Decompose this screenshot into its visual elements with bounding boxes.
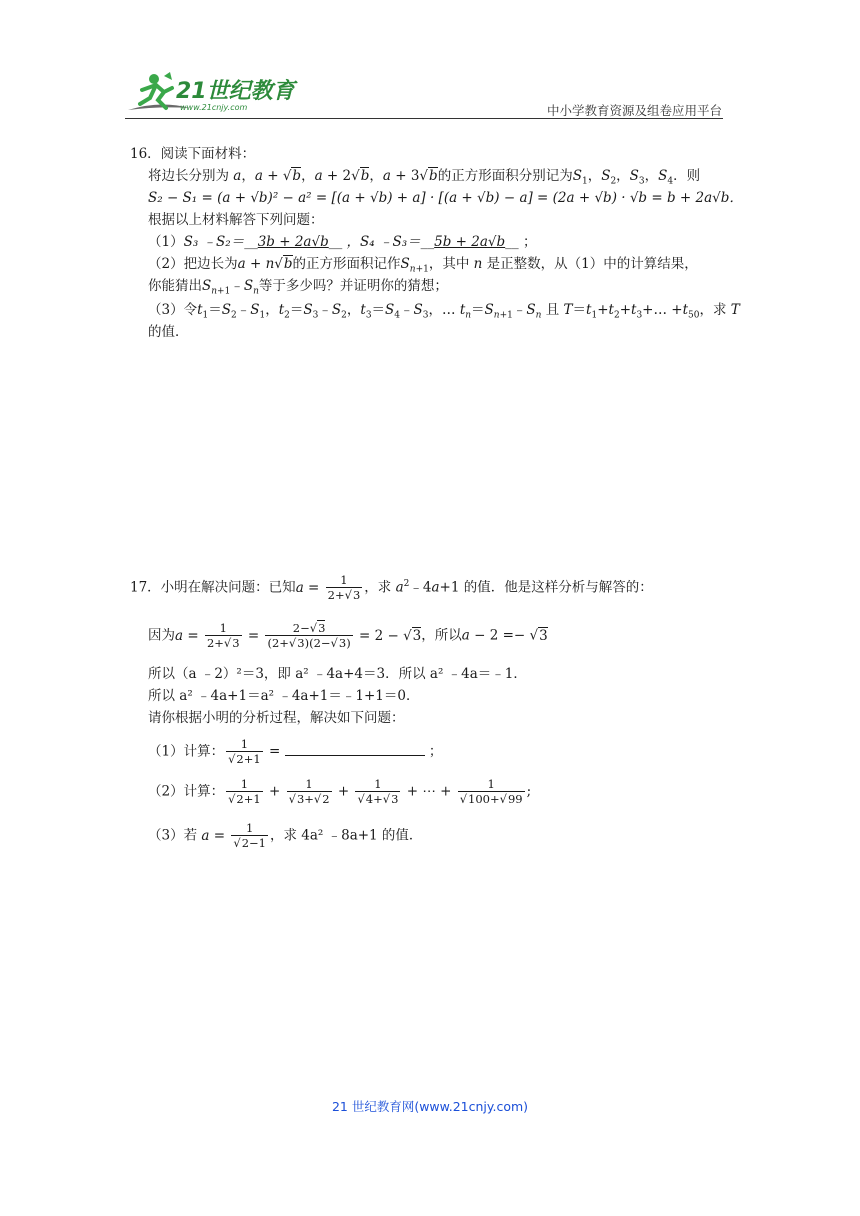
q17-line1: 17．小明在解决问题：已知a = $\frac{1}{2+√3}$ ，求 $a^2﹣4a+1$ 的值．他是这样分析与解答的： <box>130 573 653 602</box>
q17-line3: 所以（a ﹣2）²＝3，即 a² ﹣4a+4＝3．所以 a² ﹣4a＝﹣1． <box>148 666 527 682</box>
footer-link[interactable]: 21 世纪教育网(www.21cnjy.com) <box>331 1099 529 1114</box>
q16-line2: S₂ − S₁ = (a + √b)² − a² = [(a + √b) + a] · [(a + √b) − a] = (2a + √b) · √b = b + 2a√b． <box>148 190 743 206</box>
q16-line1: 将边长分别为 a，a + √b，a + 2√b，a + 3√b的正方形面积分别记为$S_1$，$S_2$，$S_3$，$S_4$．则 <box>148 168 701 187</box>
q16-part3-line2: 的值． <box>148 324 189 340</box>
q16-answer-2: 5b + 2a√b <box>434 234 506 250</box>
q17-answer-blank[interactable] <box>285 743 425 756</box>
header-rule <box>125 118 723 119</box>
q17-part1: （1）计算： $\frac{1}{√2+1}$ = ； <box>148 737 443 766</box>
q17-line2: 因为a = $\frac{1}{2+√3}$ = $\frac{2-√3}{(2+√3)(2-√3)}$ = 2 − √3，所以a − 2 =− √3 <box>148 621 548 650</box>
svg-text:21世纪教育: 21世纪教育 <box>176 79 295 104</box>
q16-line3: 根据以上材料解答下列问题： <box>148 212 324 228</box>
site-tagline: 中小学教育资源及组卷应用平台 <box>546 103 722 118</box>
q17-line4: 所以 a² ﹣4a+1＝a² ﹣4a+1＝﹣1+1＝0． <box>148 688 420 704</box>
q17-line5: 请你根据小明的分析过程，解决如下问题： <box>148 710 405 726</box>
q16-part2-line2: 你能猜出$S_{n+1}﹣S_n$等于多少吗？并证明你的猜想； <box>148 278 448 297</box>
site-logo <box>120 70 300 116</box>
q16-title: 16．阅读下面材料： <box>130 146 256 162</box>
svg-text:www.21cnjy.com: www.21cnjy.com <box>180 103 248 112</box>
q16-part3: （3）令$t_1=S_2﹣S_1$，$t_2=S_3﹣S_2$，$t_3=S_4﹣S_3$，… $t_n=S_{n+1}﹣S_n$ 且 $T=t_1+t_2+t_3+\dots +t_{50}$，求 T <box>148 302 740 321</box>
q16-part2: （2）把边长为a + n√b的正方形面积记作$S_{n+1}$，其中 n 是正整数，从（1）中的计算结果， <box>148 256 698 275</box>
q16-part1: （1）S₃ ﹣S₂＝__3b + 2a√b__ ，S₄ ﹣S₃＝__5b + 2a√b__ ； <box>148 234 537 250</box>
q17-part2: （2）计算： $\frac{1}{√2+1}$ + $\frac{1}{√3+√2}$ + $\frac{1}{√4+√3}$ + ⋯ + $\frac{1}{√100+√99}$ ; <box>148 777 532 806</box>
q16-answer-1: 3b + 2a√b <box>257 234 329 250</box>
q17-part3: （3）若 a = $\frac{1}{√2-1}$ ，求 4a² ﹣8a+1 的值． <box>148 821 423 850</box>
